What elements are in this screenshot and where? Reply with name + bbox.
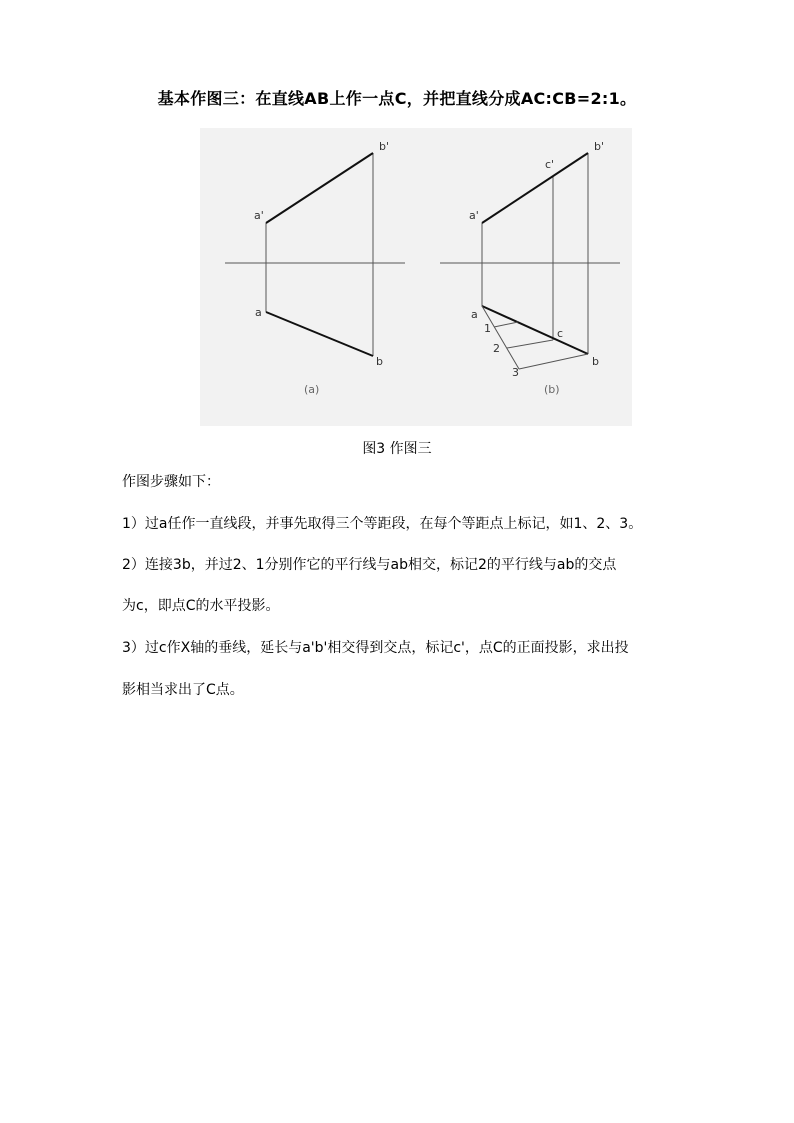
step-2-line-1: 2）连接3b，并过2、1分别作它的平行线与ab相交，标记2的平行线与ab的交点 — [122, 557, 617, 573]
label-c-b: c — [557, 327, 564, 340]
step-2-line-2: 为c，即点C的水平投影。 — [122, 598, 280, 614]
step-3-line-1: 3）过c作X轴的垂线，延长与a'b'相交得到交点，标记c'，点C的正面投影，求出投 — [122, 640, 629, 656]
label-3-b: 3 — [512, 366, 519, 379]
label-a-prime-b: a' — [469, 209, 479, 222]
connect-3b — [519, 354, 588, 369]
figure-caption: 图3 作图三 — [362, 441, 432, 457]
step-3-line-2: 影相当求出了C点。 — [122, 682, 244, 698]
line-ab-a — [266, 312, 373, 356]
label-b-prime-b: b' — [594, 140, 605, 153]
label-2-b: 2 — [493, 342, 500, 355]
label-b-b: b — [592, 355, 599, 368]
projection-figure — [200, 128, 632, 426]
caption-b: (b) — [544, 383, 560, 396]
page-title: 基本作图三：在直线AB上作一点C，并把直线分成AC:CB=2:1。 — [157, 89, 637, 108]
label-a-a: a — [255, 306, 262, 319]
label-1-b: 1 — [484, 322, 491, 335]
step-1: 1）过a任作一直线段，并事先取得三个等距段，在每个等距点上标记，如1、2、3。 — [122, 516, 643, 532]
caption-a: (a) — [304, 383, 320, 396]
steps-intro: 作图步骤如下： — [122, 474, 220, 490]
line-a-prime-b-prime-b — [482, 153, 588, 223]
label-a-prime-a: a' — [254, 209, 264, 222]
label-b-a: b — [376, 355, 383, 368]
label-b-prime-a: b' — [379, 140, 390, 153]
parallel-1 — [494, 322, 518, 327]
label-c-prime-b: c' — [545, 158, 555, 171]
label-a-b: a — [471, 308, 478, 321]
parallel-2 — [507, 340, 553, 348]
projection-diagram — [200, 128, 632, 426]
line-a-prime-b-prime-a — [266, 153, 373, 223]
